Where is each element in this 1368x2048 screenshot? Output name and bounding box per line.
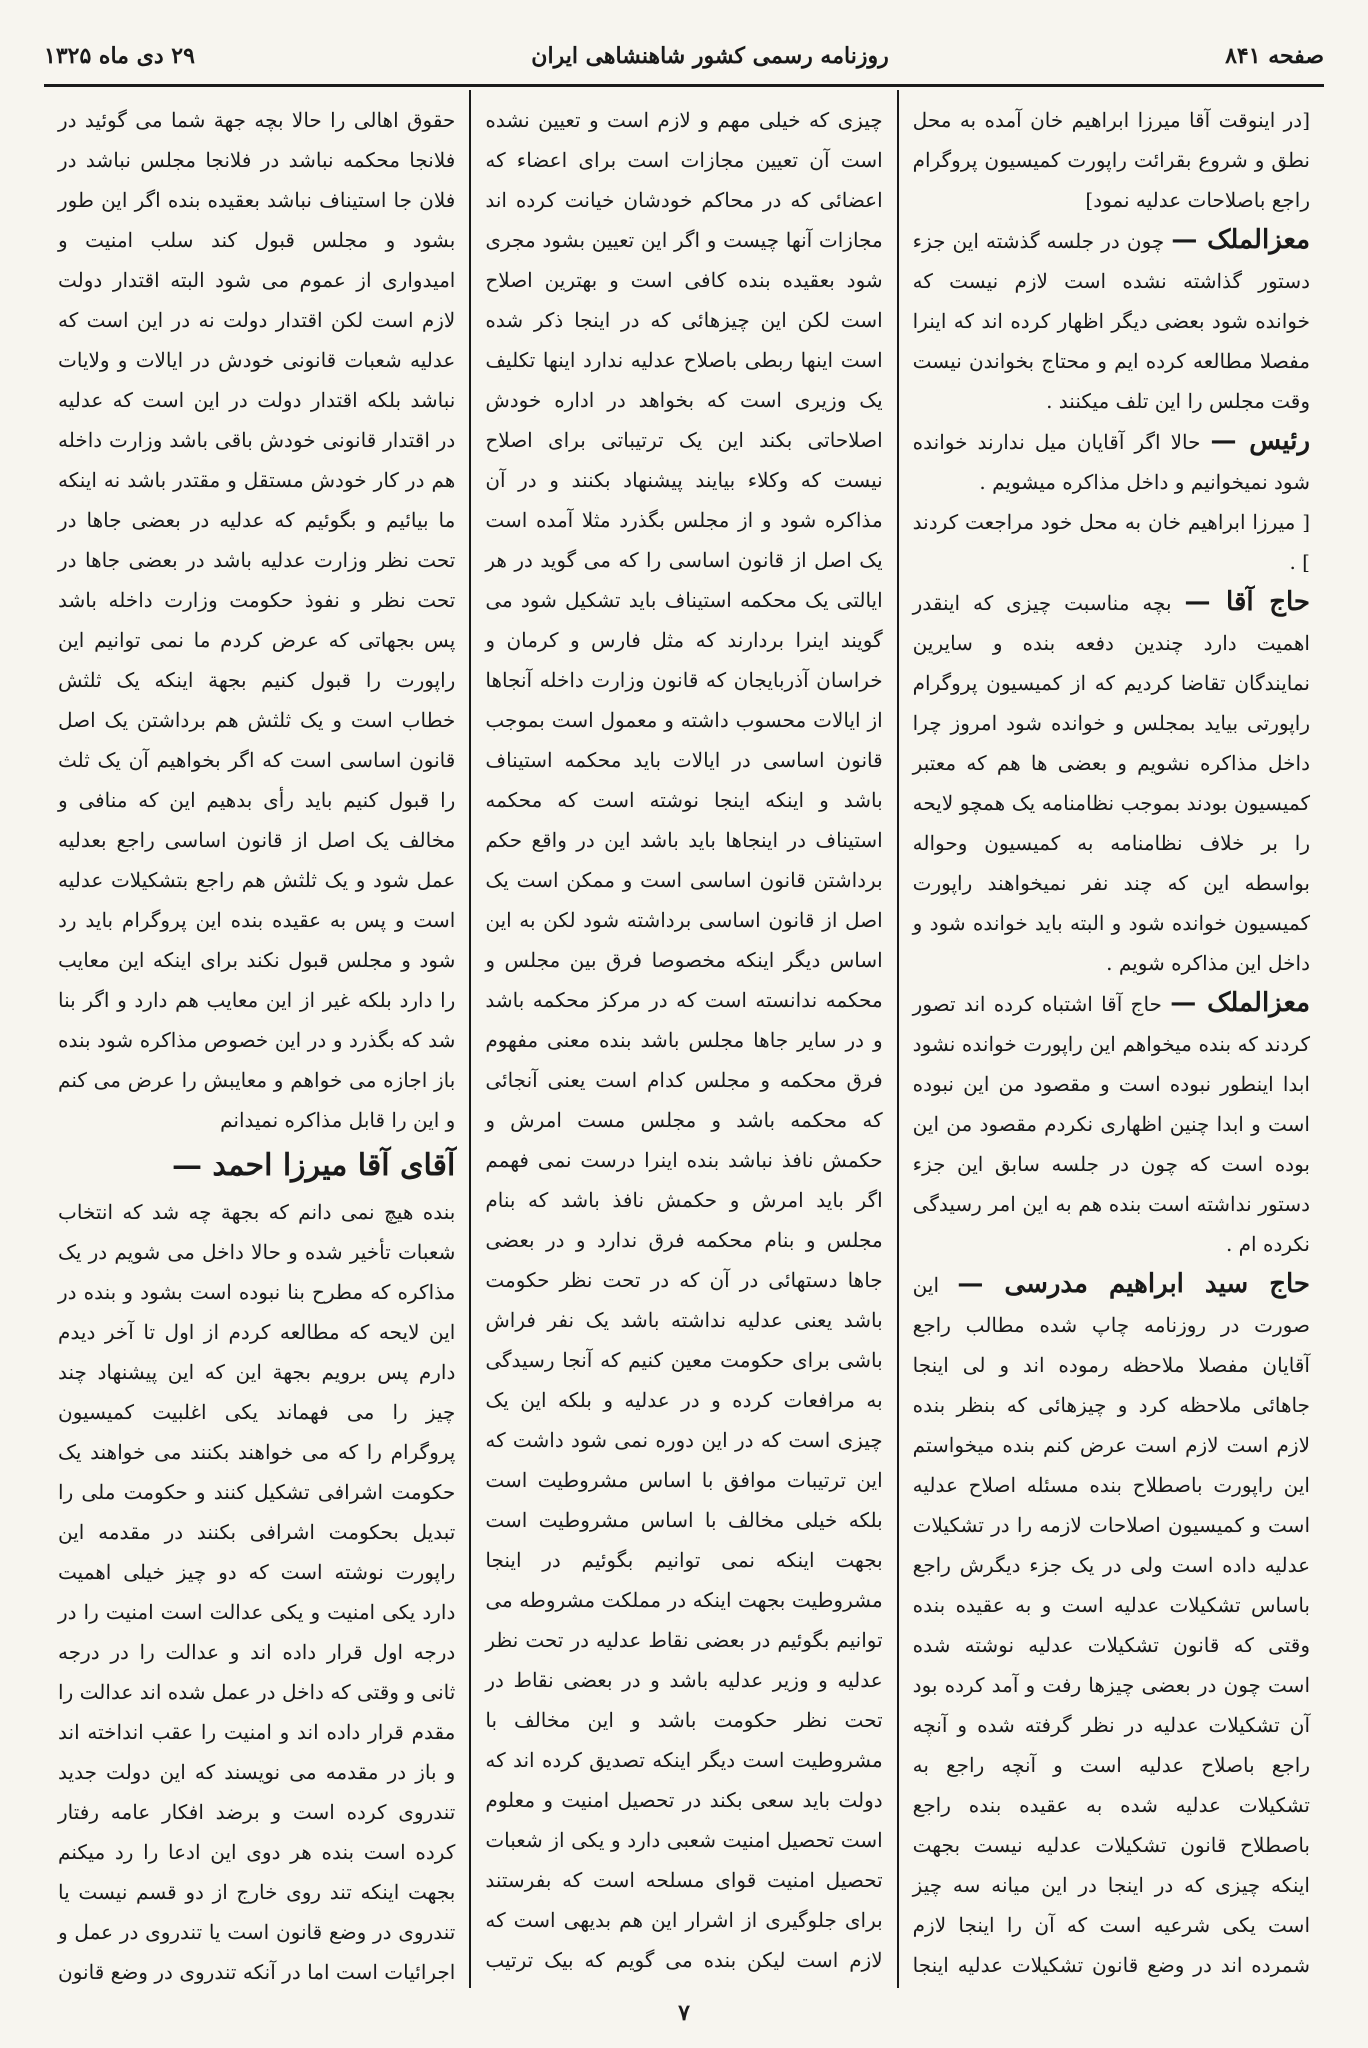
stage-note: [ میرزا ابراهیم خان به محل خود مراجعت کردند ] .: [912, 510, 1310, 574]
speech-text: این صورت در روزنامه چاپ شده مطالب راجع آقایان مفصلا ملاحظه رموده اند و لی اینجا جاهائی ملاحظه کرد و چیزهائی که بنظر بنده لازم است لازم است عرض کنم بنده میخواستم این راپورت باصطلاح بنده مسئله اصلاح عدلیه است و کمیسیون اصلاحات لازمه را در تشکیلات عدلیه داده است ولی در یک جزء دیگرش راجع باساس تشکیلات عدلیه است و به عقیده بنده وقتی که قانون تشکیلات عدلیه نوشته شده است چون در بعضی چیزها رفت و آمد کرده بود آن تشکیلات عدلیه در نظر گرفته شده و آنچه راجع باصلاح عدلیه است و آنچه راجع به تشکیلات عدلیه شده به عقیده بنده راجع باصطلاح قانون تشکیلات عدلیه نیست بجهت اینکه چیزی که در اینجا در این میانه سه چیز است یکی شرعیه است که آن را اینجا لازم شمرده اند در وضع قانون تشکیلات عدلیه اینجا: [912, 1273, 1311, 1977]
speech-paragraph: [913, 983, 1310, 1264]
speech-paragraph: [913, 421, 1310, 502]
column-left: [44, 90, 471, 1988]
column-right: [899, 90, 1324, 1988]
speaker-name: معزالملک —: [1170, 988, 1311, 1018]
speech-text: چیزی که خیلی مهم و لازم است و تعیین نشده است آن تعیین مجازات است برای اعضاء که اعضائی که در محاکم خودشان خیانت کرده اند مجازات آنها چیست و اگر این تعیین بشود مجری شود بعقیده بنده کافی است و بهترین اصلاح است لکن این چیزهائی که در اینجا ذکر شده است اینها ربطی باصلاح عدلیه ندارد اینها تکلیف یک وزیری است که بخواهد در اداره خودش اصلاحاتی بکند این یک ترتیباتی برای اصلاح نیست که وکلاء بیایند پیشنهاد بکنند و در آن مذاکره شود و از مجلس بگذرد مثلا آمده است یک اصل از قانون اساسی را که می گوید در هر ایالتی یک محکمه استیناف باید تشکیل شود می گویند اینرا بردارند که مثل فارس و کرمان و خراسان آذربایجان که قانون وزارت داخله آنجاها از ایالات محسوب داشته و معمول است بموجب قانون اساسی در ایالات باید محکمه استیناف باشد و اینکه اینجا نوشته است که محکمه استیناف در اینجاها باید باشد این در واقع حکم برداشتن قانون اساسی است و ممکن است یک اصل از قانون اساسی برداشته شود لکن به این اساس دیگر اینکه مخصوصا فرق بین مجلس و محکمه ندانسته است که در مرکز محکمه باشد و در سایر جاها مجلس باشد بنده معنی مفهوم فرق محکمه و مجلس کدام است یعنی آنجائی که محکمه باشد و مجلس مست امرش و حکمش نافذ نباشد بنده اینرا درست نمی فهمم اگر باید امرش و حکمش نافذ باشد که بنام مجلس و بنام محکمه فرق ندارد و در بعضی جاها دستهائی در آن که در تحت نظر حکومت باشد یعنی عدلیه نداشته باشد یک نفر فراش باشی برای حکومت معین کنیم که آنجا رسیدگی به مرافعات کرده و در عدلیه و بلکه این یک چیزی است که در این دوره نمی شود داشت که این ترتیبات موافق با اساس مشروطیت است بلکه خیلی مخالف با اساس مشروطیت است بجهت اینکه نمی توانیم بگوئیم در اینجا مشروطیت بجهت اینکه در مملکت مشروطه می توانیم بگوئیم در بعضی نقاط عدلیه در تحت نظر عدلیه و وزیر عدلیه باشد و در بعضی نقاط در تحت نظر حکومت باشد و این مخالف با مشروطیت است دیگر اینکه تصدیق کرده اند که دولت باید سعی بکند در تحصیل امنیت و معلوم است تحصیل امنیت شعبی دارد و یکی از شعبات تحصیل امنیت قوای مسلحه است که بفرستند برای جلوگیری از اشرار این هم بدیهی است که لازم است لیکن بنده می گویم که بیک ترتیب: [485, 108, 883, 1972]
page-header: [44, 28, 1324, 87]
speech-text: چون در جلسه گذشته این جزء دستور گذاشته نشده است لازم نیست که خوانده شود بعضی دیگر اظهار کرده اند که اینرا مفصلا مطالعه کرده ایم و محتاج بخواندن نیست وقت مجلس را این تلف میکنند .: [912, 229, 1310, 413]
stage-note: [در اینوقت آقا میرزا ابراهیم خان آمده به محل نطق و شروع بقرائت راپورت کمیسیون پروگرام راجع باصلاحات عدلیه نمود]: [912, 108, 1310, 212]
speech-text: حقوق اهالی را حالا بچه جهة شما می گوئید در فلانجا محکمه نباشد در فلانجا مجلس نباشد در فلان جا استیناف نباشد بعقیده بنده اگر این طور بشود و مجلس قبول کند سلب امنیت و امیدواری از عموم می شود البته اقتدار دولت لازم است لکن اقتدار دولت نه در این است که عدلیه شعبات قانونی خودش در ایالات و ولایات نباشد بلکه اقتدار دولت در این است که عدلیه در اقتدار قانونی خودش باقی باشد وزارت داخله هم در کار خودش مستقل و مقتدر باشد نه اینکه ما بیائیم و بگوئیم که عدلیه در بعضی جاها در تحت نظر وزارت عدلیه باشد در بعضی جاها در تحت نظر و نفوذ حکومت وزارت داخله باشد پس بجهاتی که عرض کردم ما نمی توانیم این راپورت را قبول کنیم بجهة اینکه یک ثلثش خطاب است و یک ثلثش هم برداشتن یک اصل قانون اساسی است که اگر بخواهیم آن یک ثلث را قبول کنیم باید رأی بدهیم این که منافی و مخالف یک اصل از قانون اساسی راجع بعدلیه عمل شود و یک ثلثش هم راجع بتشکیلات عدلیه است و پس به عقیده بنده این پروگرام باید رد شود و مجلس قبول نکند برای اینکه این معایب را دارد بلکه غیر از این معایب هم دارد و اگر بنا شد که بگذرد و در این خصوص مذاکره شود بنده باز اجازه می خواهم و معایبش را عرض می کنم و این را قابل مذاکره نمیدانم: [58, 108, 456, 1132]
speaker-name: رئیس —: [1210, 426, 1311, 456]
speech-paragraph: [58, 1146, 455, 1988]
header-title: روزنامه رسمی کشور شاهنشاهی ایران: [531, 43, 889, 69]
column-middle: [471, 90, 898, 1988]
speech-text: بنده هیچ نمی دانم که بجهة چه شد که انتخاب شعبات تأخیر شده و حالا داخل می شویم در یک مذاکره که مطرح بنا نبوده است بشود و بنده در این لایحه که مطالعه کردم از اول تا آخر دیدم دارم پس برویم بجهة این که این پیشنهاد چند چیز را می فهماند یکی اغلبیت کمیسیون پروگرام را که می خواهند بکنند می خواهند یک حکومت اشرافی تشکیل کنند و حکومت ملی را تبدیل بحکومت اشرافی بکنند در مقدمه این راپورت نوشته است که دو چیز خیلی اهمیت دارد یکی امنیت و یکی عدالت است امنیت را در درجه اول قرار داده اند و عدالت را در درجه ثانی و وقتی که داخل در عمل شده اند عدالت را مقدم قرار داده اند و امنیت را عقب انداخته اند و باز در مقدمه می نویسند که این دولت جدید تندروی کرده است و برضد افکار عامه رفتار کرده است بنده هر دوی این ادعا را رد میکنم بجهت اینکه تند روی خارج از دو قسم نیست یا تندروی در وضع قانون است یا تندروی در عمل و اجرائیات است اما در آنکه تندروی در وضع قانون: [58, 1200, 456, 1984]
speaker-name: معزالملک —: [1171, 225, 1311, 255]
page-number: ۷: [678, 2000, 690, 2026]
speaker-name: آقای آقا میرزا احمد —: [171, 1148, 456, 1183]
speech-text: حالا اگر آقایان میل ندارند خوانده شود نمیخوانیم و داخل مذاکره میشویم .: [912, 430, 1310, 494]
header-page-label: صفحه ۸۴۱: [1225, 43, 1324, 69]
header-date: ۲۹ دی ماه ۱۳۲۵: [44, 43, 195, 69]
speaker-name: حاج سید ابراهیم مدرسی —: [957, 1269, 1311, 1299]
speech-text: حاج آقا اشتباه کرده اند تصور کردند که بنده میخواهم این راپورت خوانده نشود ابدا اینطور نبوده است و مقصود من این نبوده است و ابدا چنین اظهاری نکردم مقصود من این بوده است که چون در جلسه سابق این جزء دستور نداشته است بنده هم به این امر رسیدگی نکرده ام .: [912, 992, 1310, 1256]
speech-text: بچه مناسبت چیزی که اینقدر اهمیت دارد چندین دفعه بنده و سایرین نمایندگان تقاضا کردیم که از کمیسیون پروگرام راپورتی بیاید بمجلس و خوانده شود امروز چرا داخل مذاکره نشویم و بعضی ها هم که معتبر کمیسیون بودند بموجب نظامنامه یک همچو لایحه را بر خلاف نظامنامه به کمیسیون وحواله بواسطه این که چند نفر نمیخواهند راپورت کمیسیون خوانده شود و البته باید خوانده شود و داخل این مذاکره شویم .: [912, 591, 1310, 975]
speech-paragraph: [913, 582, 1310, 983]
article-columns: [44, 90, 1324, 1988]
speech-paragraph: [913, 220, 1310, 421]
speech-paragraph: [913, 1264, 1310, 1988]
speaker-name: حاج آقا —: [1184, 587, 1310, 617]
